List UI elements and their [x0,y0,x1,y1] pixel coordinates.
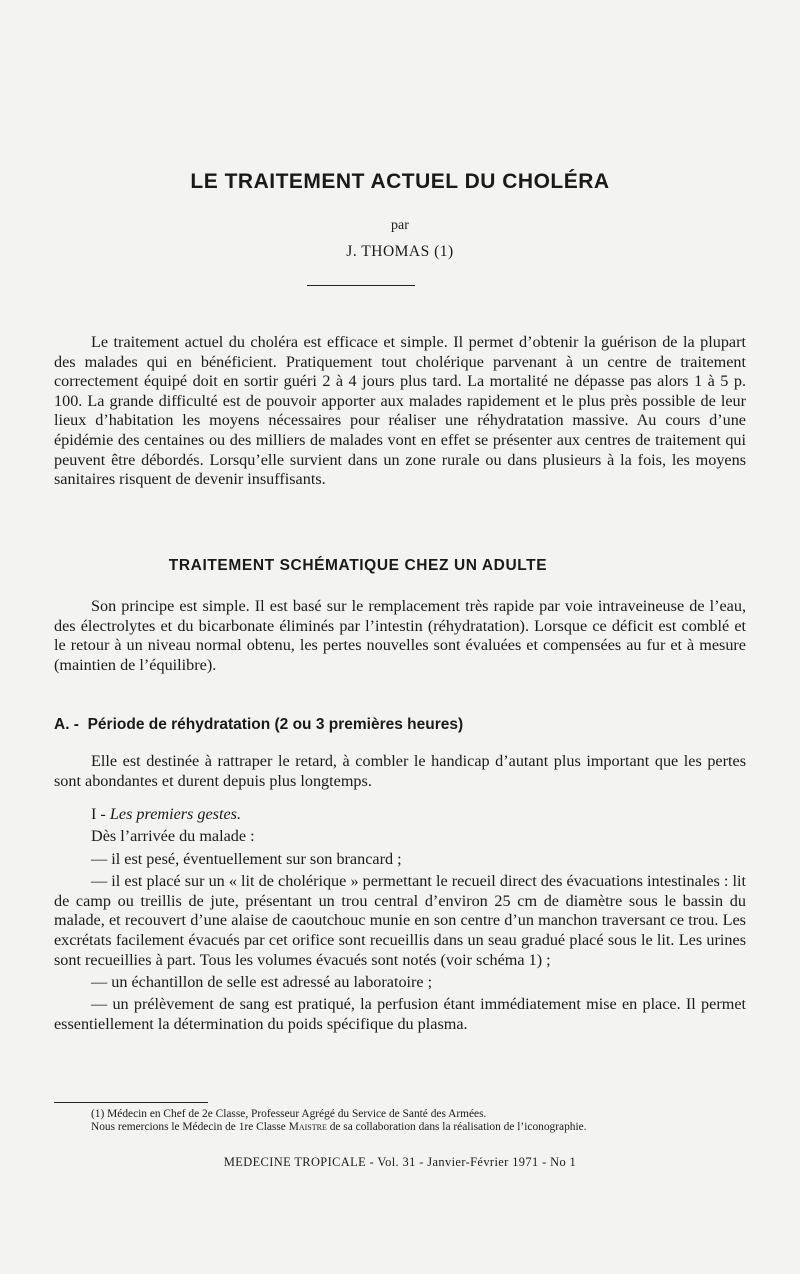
subsection-title: Période de réhydratation (2 ou 3 premières heures) [87,716,464,733]
principe-paragraph: Son principe est simple. Il est basé sur le remplacement très rapide par voie intraveineuse de l’eau, des électrolytes et du bicarbonate éliminés par l’intestin (réhydratation). Lorsque ce déficit est comblé et le retour à un niveau normal obtenu, les pertes nouvelles sont évaluées et compensées au fur et à mesure (maintien de l’équilibre). [54,597,746,674]
item-heading [54,805,746,825]
intro-paragraph: Le traitement actuel du choléra est efficace et simple. Il permet d’obtenir la guérison de la plupart des malades qui en bénéficient. Pratiquement tout cholérique parvenant à un centre de traitement correctement équipé doit en sortir guéri 2 à 4 jours plus tard. La mortalité ne dépasse pas alors 1 à 5 p. 100. La grande difficulté est de pouvoir apporter aux malades rapidement et le plus près possible de leur lieux d’habitation les moyens nécessaires pour réaliser une réhydratation massive. Au cours d’une épidémie des centaines ou des milliers de malades vont en effet se présenter aux centres de traitement qui peuvent être débordés. Lorsqu’elle survient dans un zone rurale ou dans plusieurs à la fois, les moyens sanitaires risquent de devenir insuffisants. [54,333,746,489]
item-title: Les premiers gestes. [109,805,242,823]
list-item: — un prélèvement de sang est pratiqué, la perfusion étant immédiatement mise en place. Il permet essentiellement la détermination du poids spécifique du plasma. [54,995,746,1033]
collaborator-name: Maistre [288,1121,327,1134]
rehydration-paragraph: Elle est destinée à rattraper le retard, à combler le handicap d’autant plus important que les pertes sont abondantes et durent depuis plus longtemps. [54,752,746,790]
first-steps-list [54,805,746,1037]
author-divider [307,285,415,286]
arrival-line: Dès l’arrivée du malade : [91,827,255,846]
rehydration-section [54,752,746,791]
list-item: — il est pesé, éventuellement sur son brancard ; [91,849,402,868]
article-title: LE TRAITEMENT ACTUEL DU CHOLÉRA [190,170,610,193]
section-heading: TRAITEMENT SCHÉMATIQUE CHEZ UN ADULTE [168,557,548,574]
list-item: — un échantillon de selle est adressé au laboratoire ; [91,972,433,991]
footnote-1: (1) Médecin en Chef de 2e Classe, Professeur Agrégé du Service de Santé des Armées. [91,1108,487,1120]
footnote-divider [54,1102,208,1103]
list-item: — il est placé sur un « lit de cholérique » permettant le recueil direct des évacuations intestinales : lit de camp ou treillis de jute, présentant un trou central d’environ 25 cm de diamètre sous le bassin du malade, et recouvert d’une alaise de caoutchouc munie en son centre d’un manchon traversant ce trou. Les excrétats facilement évacués par cet orifice sont recueillis dans un seau gradué placé sous le lit. Les urines sont recueillies à part. Tous les volumes évacués sont notés (voir schéma 1) ; [54,872,746,969]
subsection-heading [54,716,754,734]
footnote-2: Nous remercions le Médecin de 1re Classe Maistre de sa collaboration dans la réalisation de l’iconographie. [91,1121,587,1134]
principe-section [54,597,746,675]
footnotes [54,1108,746,1134]
subsection-letter: A. - [54,716,79,733]
intro-section [54,333,746,490]
journal-footer: MEDECINE TROPICALE - Vol. 31 - Janvier-Février 1971 - No 1 [223,1155,577,1169]
author-name: J. THOMAS (1) [346,243,454,260]
by-line: par [391,218,409,233]
item-number: I - [91,805,106,823]
